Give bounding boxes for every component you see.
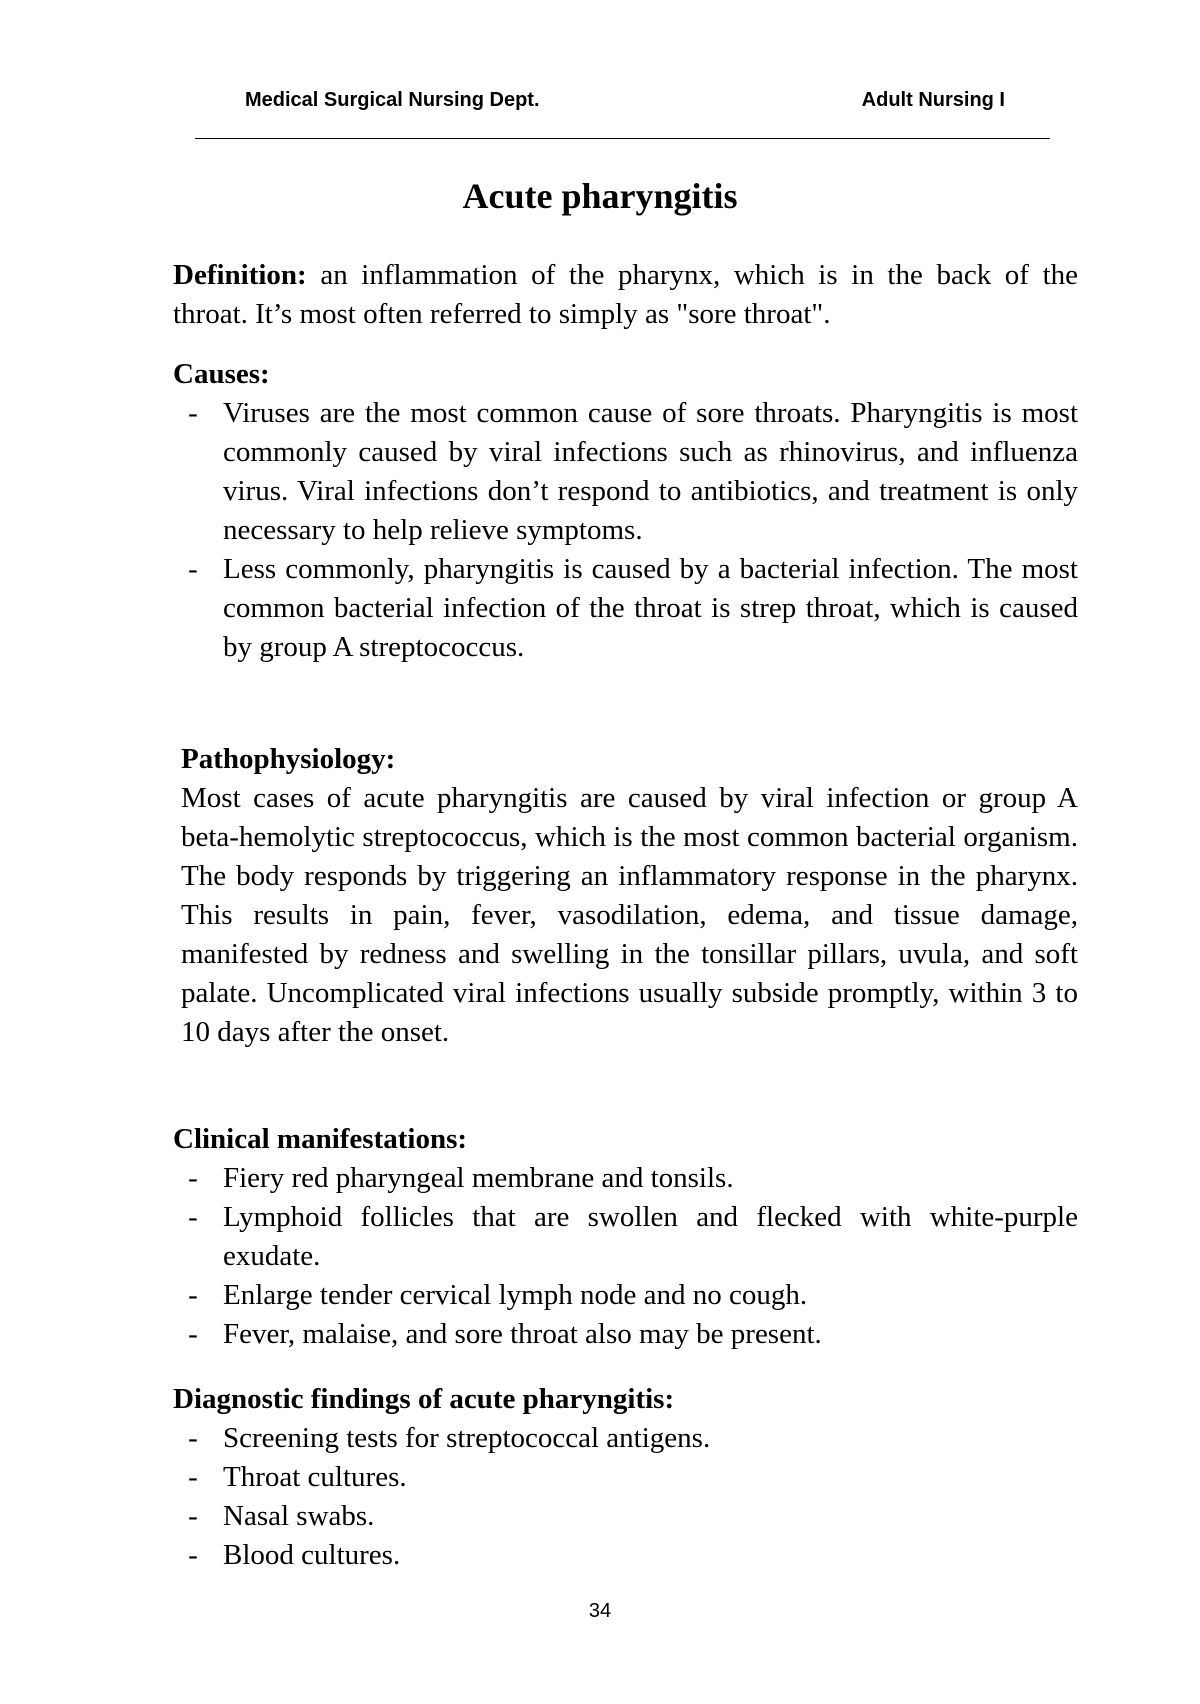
definition-section xyxy=(173,256,1078,334)
list-item xyxy=(173,550,1078,667)
list-item-text: Lymphoid follicles that are swollen and flecked with white-purple exudate. xyxy=(223,1201,1078,1272)
list-item-text: Nasal swabs. xyxy=(223,1500,375,1532)
header-course: Adult Nursing I xyxy=(861,89,1005,111)
list-item-text: Screening tests for streptococcal antigens. xyxy=(223,1422,711,1454)
page-number: 34 xyxy=(588,1600,612,1622)
definition-label: Definition: xyxy=(173,259,307,291)
bullet-marker: - xyxy=(188,1422,198,1454)
clinical-manifestations-heading: Clinical manifestations: xyxy=(173,1123,468,1155)
bullet-marker: - xyxy=(188,1162,198,1194)
bullet-marker: - xyxy=(188,553,198,585)
list-item-text: Fever, malaise, and sore throat also may be present. xyxy=(223,1318,822,1350)
header-department: Medical Surgical Nursing Dept. xyxy=(245,89,540,111)
definition-text: an inflammation of the pharynx, which is in the back of the throat. It’s most often referred to simply as "sore throat". xyxy=(173,259,1078,330)
list-item-text: Blood cultures. xyxy=(223,1539,401,1571)
clinical-manifestations-section xyxy=(173,1120,1078,1354)
pathophysiology-paragraph: Most cases of acute pharyngitis are caused by viral infection or group A beta-hemolytic streptococcus, which is the most common bacterial organism. The body responds by triggering an inflammatory response in the pharynx. This results in pain, fever, vasodilation, edema, and tissue damage, manifested by redness and swelling in the tonsillar pillars, uvula, and soft palate. Uncomplicated viral infections usually subside promptly, within 3 to 10 days after the onset. xyxy=(181,782,1078,1048)
list-item xyxy=(173,1276,1078,1315)
page-title: Acute pharyngitis xyxy=(462,176,738,216)
bullet-marker: - xyxy=(188,1279,198,1311)
bullet-marker: - xyxy=(188,1539,198,1571)
causes-section xyxy=(173,355,1078,667)
list-item xyxy=(173,1419,1078,1458)
list-item xyxy=(173,1315,1078,1354)
list-item-text: Viruses are the most common cause of sore throats. Pharyngitis is most commonly caused by viral infections such as rhinovirus, and influenza virus. Viral infections don’t respond to antibiotics, and treatment is only necessary to help relieve symptoms. xyxy=(223,397,1078,546)
bullet-marker: - xyxy=(188,1461,198,1493)
definition-paragraph xyxy=(173,256,1078,334)
pathophysiology-heading: Pathophysiology: xyxy=(181,743,396,775)
bullet-marker: - xyxy=(188,1201,198,1233)
diagnostic-findings-section xyxy=(173,1380,1078,1575)
diagnostic-findings-list xyxy=(173,1419,1078,1575)
bullet-marker: - xyxy=(188,1500,198,1532)
list-item xyxy=(173,1536,1078,1575)
bullet-marker: - xyxy=(188,1318,198,1350)
clinical-manifestations-list xyxy=(173,1159,1078,1354)
list-item-text: Enlarge tender cervical lymph node and no cough. xyxy=(223,1279,808,1311)
pathophysiology-section xyxy=(181,740,1078,1052)
list-item xyxy=(173,1159,1078,1198)
list-item-text: Less commonly, pharyngitis is caused by a bacterial infection. The most common bacterial infection of the throat is strep throat, which is caused by group A streptococcus. xyxy=(223,553,1078,663)
list-item xyxy=(173,1198,1078,1276)
list-item-text: Throat cultures. xyxy=(223,1461,407,1493)
list-item-text: Fiery red pharyngeal membrane and tonsils. xyxy=(223,1162,734,1194)
causes-heading: Causes: xyxy=(173,358,270,390)
list-item xyxy=(173,394,1078,550)
list-item xyxy=(173,1458,1078,1497)
list-item xyxy=(173,1497,1078,1536)
header-divider xyxy=(195,138,1050,139)
causes-list xyxy=(173,394,1078,667)
bullet-marker: - xyxy=(188,397,198,429)
diagnostic-findings-heading: Diagnostic findings of acute pharyngitis: xyxy=(173,1383,675,1415)
